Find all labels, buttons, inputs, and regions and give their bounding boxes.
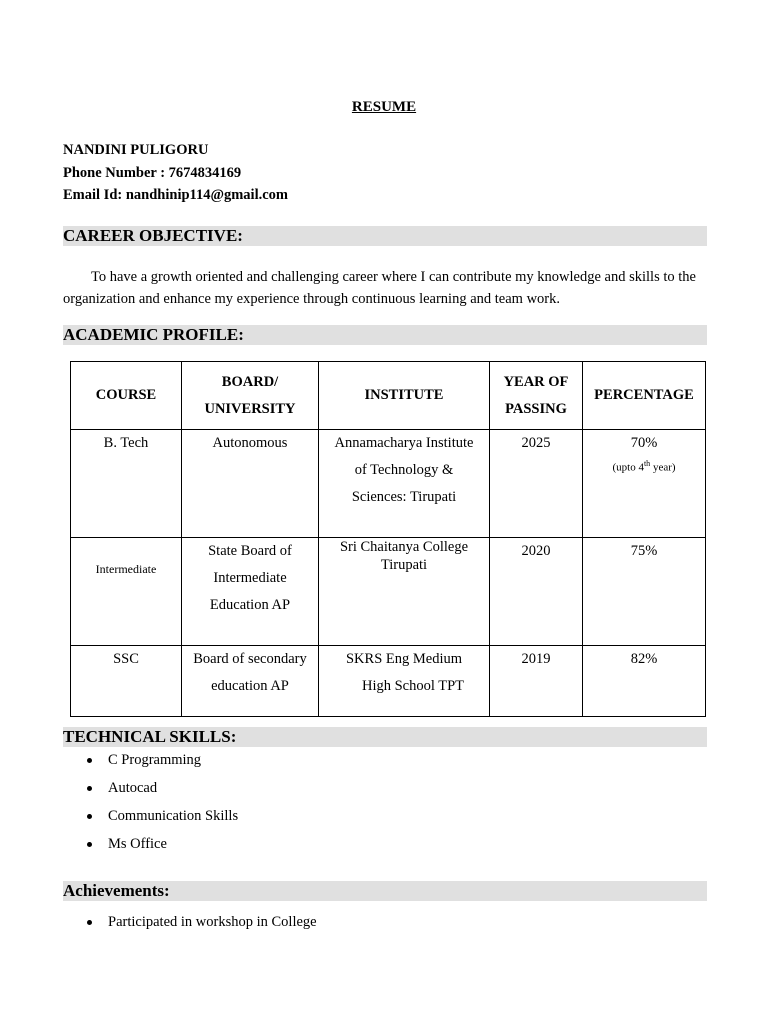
board-line: State Board of: [208, 543, 292, 559]
cell-board: [182, 538, 319, 646]
cell-percentage: 75%: [583, 538, 706, 646]
header-percentage: PERCENTAGE: [583, 362, 706, 430]
header-year-line1: YEAR OF: [503, 373, 569, 390]
institute-line: Tirupati: [380, 557, 428, 573]
header-board-line1: BOARD/: [221, 373, 279, 390]
email-id: Email Id: nandhinip114@gmail.com: [63, 187, 288, 203]
percentage-value: 70%: [630, 435, 658, 451]
cell-year: 2019: [490, 646, 583, 717]
cell-board: Autonomous: [182, 430, 319, 538]
institute-line: Annamacharya Institute: [334, 435, 474, 451]
list-item: Communication Skills: [108, 802, 238, 830]
technical-skills-heading: TECHNICAL SKILLS:: [63, 727, 707, 747]
board-line: Intermediate: [213, 570, 287, 586]
contact-block: [63, 139, 288, 207]
institute-line: of Technology &: [354, 462, 454, 478]
cell-course: SSC: [71, 646, 182, 717]
institute-line: High School TPT: [361, 678, 465, 694]
cell-course: [71, 538, 182, 646]
board-line: Board of secondary: [193, 651, 307, 667]
career-objective-text: To have a growth oriented and challenging career where I can contribute my knowledge and skills to the organization and enhance my experience through continuous learning and team work.: [63, 269, 696, 307]
cell-percentage: 82%: [583, 646, 706, 717]
table-row: [71, 538, 706, 646]
course-label: Intermediate: [95, 562, 157, 576]
cell-board: [182, 646, 319, 717]
cell-institute: [319, 538, 490, 646]
resume-title: RESUME: [351, 99, 417, 115]
academic-table: [70, 361, 706, 717]
institute-line: Sciences: Tirupati: [351, 489, 457, 505]
list-item: Participated in workshop in College: [108, 908, 317, 936]
header-year-line2: PASSING: [505, 400, 567, 417]
candidate-name: NANDINI PULIGORU: [63, 142, 209, 158]
achievements-heading: Achievements:: [63, 881, 707, 901]
institute-line: SKRS Eng Medium: [345, 651, 462, 667]
cell-course: B. Tech: [71, 430, 182, 538]
header-institute: INSTITUTE: [319, 362, 490, 430]
table-header-row: [71, 362, 706, 430]
cell-year: 2025: [490, 430, 583, 538]
header-year: [490, 362, 583, 430]
list-item: Autocad: [108, 774, 238, 802]
table-row: [71, 430, 706, 538]
header-board: [182, 362, 319, 430]
list-item: Ms Office: [108, 830, 238, 858]
institute-line: Sri Chaitanya College: [339, 539, 469, 555]
board-line: Education AP: [209, 597, 291, 613]
table-row: [71, 646, 706, 717]
percentage-note: (upto 4th year): [612, 459, 676, 474]
board-line: education AP: [211, 678, 289, 694]
skills-list: [63, 746, 238, 858]
academic-profile-heading: ACADEMIC PROFILE:: [63, 325, 707, 345]
achievements-list: [63, 908, 317, 936]
cell-institute: [319, 646, 490, 717]
career-objective-heading: CAREER OBJECTIVE:: [63, 226, 707, 246]
list-item: C Programming: [108, 746, 238, 774]
header-course: COURSE: [71, 362, 182, 430]
cell-institute: [319, 430, 490, 538]
cell-percentage: [583, 430, 706, 538]
phone-number: Phone Number : 7674834169: [63, 164, 242, 181]
cell-year: 2020: [490, 538, 583, 646]
header-board-line2: UNIVERSITY: [204, 400, 296, 417]
